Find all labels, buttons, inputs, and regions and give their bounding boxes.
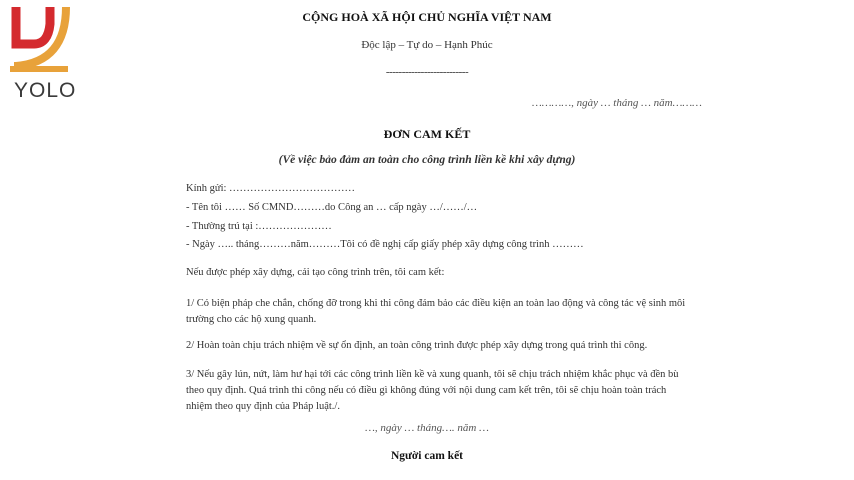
commitment-3: 3/ Nếu gây lún, nứt, làm hư hại tới các công trình liền kề và xung quanh, tôi sẽ chịu trách nhiệm khắc phục và đền bù theo quy định. Quá trình thi công nếu có điều gì không đúng với nội dung cam kết trên, tôi sẽ chịu hoàn toàn trách nhiệm theo quy định của Pháp luật./.	[186, 369, 679, 412]
commitment-intro: Nếu được phép xây dựng, cải tạo công trình trên, tôi cam kết:	[186, 267, 445, 278]
document-title: ĐƠN CAM KẾT	[383, 127, 471, 141]
name-id-line: - Tên tôi …… Số CMND………do Công an … cấp ngày …/……/…	[186, 202, 478, 213]
separator: --------------------------	[385, 66, 469, 78]
logo-text: YOLO	[14, 79, 77, 102]
request-date-line: - Ngày ….. tháng………năm………Tôi có đề nghị cấp giấy phép xây dựng công trình ………	[186, 239, 584, 250]
document-subtitle: (Về việc bảo đảm an toàn cho công trình liền kề khi xây dựng)	[278, 154, 576, 166]
commitment-2: 2/ Hoàn toàn chịu trách nhiệm về sự ổn định, an toàn công trình được phép xây dựng trong quá trình thi công.	[186, 340, 648, 351]
motto: Độc lập – Tự do – Hạnh Phúc	[361, 39, 493, 51]
nation-heading: CỘNG HOÀ XÃ HỘI CHỦ NGHĨA VIỆT NAM	[302, 10, 552, 24]
recipient-line: Kính gửi: ………………………………	[186, 183, 356, 194]
residence-line: - Thường trú tại :…………………	[186, 221, 332, 232]
date-line-top: …………, ngày … tháng … năm………	[532, 97, 702, 109]
signer-label: Người cam kết	[390, 450, 464, 462]
commitment-1: 1/ Có biện pháp che chắn, chống đỡ trong khi thi công đảm bảo các điều kiện an toàn lao động và công tác vệ sinh môi trường cho các hộ xung quanh.	[186, 298, 686, 325]
date-line-bottom: …, ngày … tháng…. năm …	[365, 422, 489, 434]
